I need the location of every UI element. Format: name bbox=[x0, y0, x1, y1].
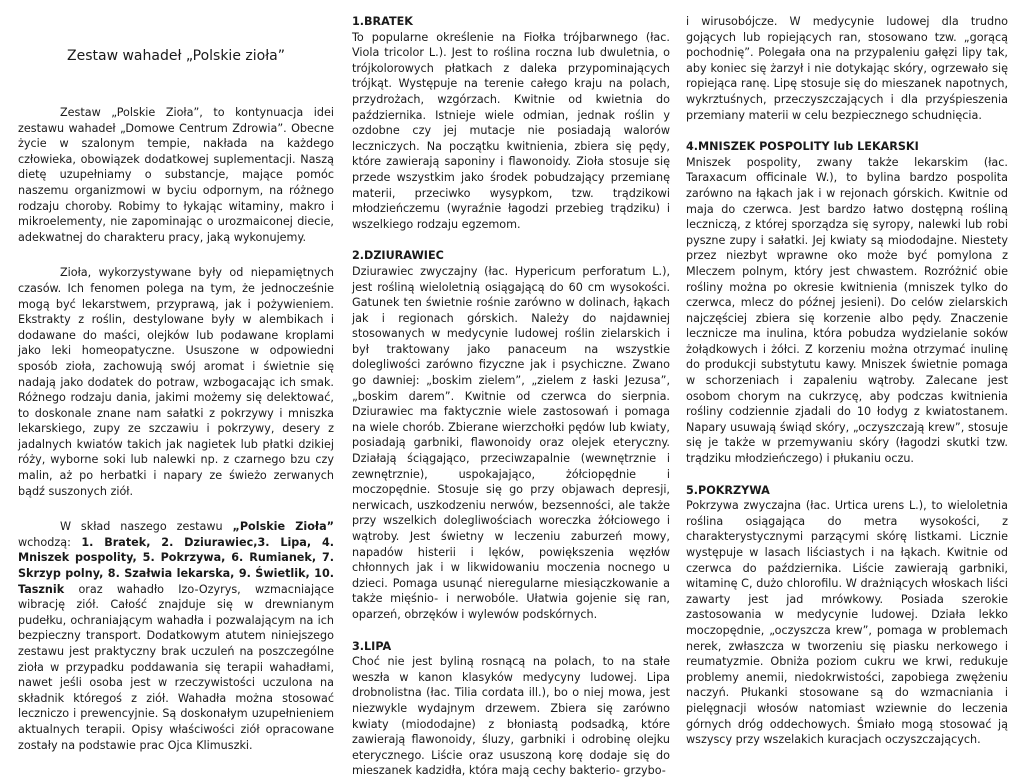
section-heading: 2.DZIURAWIEC bbox=[352, 249, 444, 263]
section-body-part1: Choć nie jest byliną rosnącą na polach, to na stałe weszła w kanon klasyków medycyny ludowej. Lipa drobnolistna (łac. Tilia cordata ill.), bo o niej mowa, jest niezwykle wydajnym drzewem. Zbiera się zarówno kwiaty (miododajne) z błoniastą podsadką, które zawierają flawonoidy, śluzy, garbniki i odrobinę olejku eterycznego. Liście oraz ususzoną korę dodaje się do mieszanek kadzidła, która mają cechy bakterio- grzybo- bbox=[352, 655, 670, 778]
section-pokrzywa bbox=[686, 483, 1008, 748]
contents-intro: W skład naszego zestawu bbox=[60, 520, 233, 534]
section-body: Dziurawiec zwyczajny (łac. Hypericum perforatum L.), jest rośliną wieloletnią osiągającą do 60 cm wysokości. Gatunek ten świetnie rośnie zarówno w dolinach, łąkach jak i regionach górskich. Należy do najdawniej stosowanych w medycynie ludowej roślin zielarskich i był traktowany jako panaceum na wszystkie dolegliwości zarówno fizyczne jak i psychiczne. Zwano go dawniej: „boskim zielem”, „zielem z łaski Jezusa”, „boskim darem”. Kwitnie od czerwca do sierpnia. Dziurawiec ma faktycznie wiele zastosowań i pomaga na wiele chorób. Zbierane wierzchołki pędów lub kwiaty, posiadają garbniki, flawonoidy oraz olejek eteryczny. Działają ściągająco, przeciwzapalnie (wewnętrznie i zewnętrznie), uspokajająco, żółciopędnie i moczopędnie. Stosuje się go przy objawach depresji, nerwicach, uszkodzeniu nerwów, bezsenności, ale także przy wszelkich dolegliwościach woreczka żółciowego i wątroby. Jest świetny w leczeniu zaburzeń mowy, napadów histerii i lęków, powiększenia węzłów chłonnych jak i w likwidowaniu moczenia nocnego u dzieci. Pomaga usunąć nieregularne miesiączkowanie a także mięśnio- i nerwobóle. Ułatwia gojenie się ran, oparzeń, obrzęków i wylewów podskórnych. bbox=[352, 264, 670, 621]
middle-column bbox=[352, 14, 670, 778]
section-mniszek bbox=[686, 139, 1008, 466]
section-heading: 1.BRATEK bbox=[352, 15, 413, 28]
section-body: To popularne określenie na Fiołka trójbarwnego (łac. Viola tricolor L.). Jest to roślina roczna lub dwuletnia, o trójkolorowych płatkach z daleka przypominających trójkąt. Występuje na terenie całego kraju na polach, przydrożach, wzgórzach. Kwitnie od kwietnia do października. Istnieje wiele odmian, jednak roślin y ozdobne czy jej mutacje nie posiadają walorów leczniczych. Na początku kwitnienia, zbiera się pędy, które zawierają saponiny i flawonoidy. Zioła stosuje się przede wszystkim jako środek pobudzający przemianę materii, przeciwko wysypkom, tzw. trądzikowi młodzieńczemu (wyraźnie łagodzi przebieg trądziku) i wszelkiego rodzaju egzemom. bbox=[352, 30, 670, 231]
intro-paragraph: Zestaw „Polskie Zioła”, to kontynuacja idei zestawu wahadeł „Domowe Centrum Zdrowia”. Obecne życie w szalonym tempie, nakłada na każdego człowieka, obowiązek dodatkowej suplementacji. Naszą dietę uzupełniamy o substancje, mające pomóc naszemu organizmowi w byciu odpornym, na różnego rodzaju choroby. Robimy to łykając witaminy, makro i mikroelementy, nie zapominając o urozmaiconej diecie, adekwatnej do charakteru pracy, jaką wykonujemy. bbox=[18, 106, 334, 244]
history-paragraph: Zioła, wykorzystywane były od niepamiętnych czasów. Ich fenomen polega na tym, że jednocześnie mogą być lekarstwem, przyprawą, jak i pożywieniem. Ekstrakty z roślin, destylowane były w alembikach i dodawane do maści, olejków lub podawane kroplami jako leki homeopatyczne. Ususzone w odpowiedni sposób zioła, zachowują swój aromat i świetnie się nadają jako dodatek do potraw, wzbogacając ich smak. Różnego rodzaju dania, jakimi możemy się delektować, to doskonale znane nam sałatki z pokrzywy i mniszka lekarskiego, zupy ze szczawiu i pokrzywy, desery z jadalnych kwiatów takich jak nagietek lub płatki dzikiej róży, wyborne soki lub nalewki np. z czarnego bzu czy malin, aż po herbatki i napary ze świeżo zerwanych bądź suszonych ziół. bbox=[18, 266, 334, 498]
section-body: Mniszek pospolity, zwany także lekarskim (łac. Taraxacum officinale W.), to bylina bardzo pospolita zarówno na łąkach jak i w rejonach górskich. Kwitnie od maja do czerwca. Jest bardzo łatwo dostępną rośliną leczniczą, z której sporządza się syropy, nalewki lub robi pyszne zupy i sałatki. Jej kwiaty są miododajne. Niestety przez niezbyt wprawne oko może być pomylona z Mleczem polnym, który jest chwastem. Rozróżnić obie rośliny można po okresie kwitnienia (mniszek tylko do czerwca, mlecz do późnej jesieni). Do celów zielarskich najczęściej zbiera się korzenie albo pędy. Znaczenie lecznicze ma inulina, która pobudza wydzielanie soków żołądkowych i żółci. Z korzeniu można otrzymać inulinę do produkcji substytutu kawy. Mniszek świetnie pomaga w schorzeniach i zapaleniu wątroby. Zalecane jest osobom chorym na cukrzycę, aby podczas kwitnienia rośliny codziennie zjadali do 10 łodyg z kwiatostanem. Napary usuwają świąd skóry, „oczyszczają krew”, stosuje się je także w przemywaniu skóry (łagodzi skutki tzw. trądziku młodzieńczego) i płukaniu oczu. bbox=[686, 155, 1008, 466]
section-dziurawiec bbox=[352, 248, 670, 622]
section-lipa bbox=[352, 639, 670, 779]
section-lipa-continued bbox=[686, 14, 1008, 123]
contents-rest: oraz wahadło Izo-Ozyrys, wzmacniające wibrację ziół. Całość znajduje się w drewnianym pudełku, ochraniającym wahadła i pozwalającym na ich bezpieczny transport. Dodatkowym atutem niniejszego zestawu jest praktyczny brak uczuleń na poszczególne zioła w przypadku poddawania się terapii wahadłami, nawet jeśli osoba jest w rzeczywistości uczulona na składnik któregoś z ziół. Wahadła można stosować leczniczo i prewencyjnie. Są doskonałym uzupełnieniem aktualnych terapii. Opisy właściwości ziół opracowane zostały na podstawie prac Ojca Klimuszki. bbox=[18, 582, 334, 752]
herb-list: 1. Bratek, 2. Dziurawiec,3. Lipa, 4. Mniszek pospolity, 5. Pokrzywa, 6. Rumianek, 7. Skrzyp polny, 8. Szałwia lekarska, 9. Świetlik, 10. Tasznik bbox=[18, 535, 334, 596]
left-column bbox=[18, 0, 334, 752]
section-heading: 4.MNISZEK POSPOLITY lub LEKARSKI bbox=[686, 140, 919, 154]
contents-paragraph bbox=[18, 519, 334, 753]
section-heading: 3.LIPA bbox=[352, 639, 392, 653]
section-bratek bbox=[352, 14, 670, 232]
section-body: Pokrzywa zwyczajna (łac. Urtica urens L.), to wieloletnia roślina osiągająca do metra wysokości, z charakterystycznymi parzącymi skórę listkami. Licznie występuje w lasach liściastych i na łąkach. Kwitnie od czerwca do października. Liście zawierają garbniki, witaminę C, dużo chlorofilu. W drażniących włoskach liści zawarty jest jad mrówkowy. Posiada szerokie zastosowania w medycynie ludowej. Działa lekko moczopędnie, „oczyszcza krew”, pomaga w problemach nerek, zwłaszcza w tworzeniu się piasku nerkowego i reumatyzmie. Obniża poziom cukru we krwi, redukuje problemy anemii, niedokrwistości, zapobiega zwężeniu naczyń. Płukanki stosowane są do wzmacniania i pielęgnacji włosów natomiast wziewnie do leczenia górnych dróg oddechowych. Śmiało mogą stosować ją wszyscy przy wszelakich kuracjach oczyszczających. bbox=[686, 499, 1008, 747]
section-body-part2: i wirusobójcze. W medycynie ludowej dla trudno gojących lub ropiejących ran, stosowano tzw. „gorącą pochodnię”. Polegała ona na przypaleniu gałęzi lipy tak, aby koniec się żarzył i nie dotykając skóry, ogrzewało się ropiejąca ranę. Lipę stosuje się do mieszanek napotnych, wykrztuśnych, przeczyszczających i dla przyśpieszenia przemiany materii w celu bezpiecznego schudnięcia. bbox=[686, 15, 1008, 122]
right-column bbox=[686, 14, 1008, 747]
page-title: Zestaw wahadeł „Polskie zioła” bbox=[67, 48, 285, 64]
section-heading: 5.POKRZYWA bbox=[686, 483, 770, 497]
set-name: „Polskie Zioła” bbox=[232, 520, 334, 534]
contents-mid: wchodzą: bbox=[18, 535, 82, 549]
